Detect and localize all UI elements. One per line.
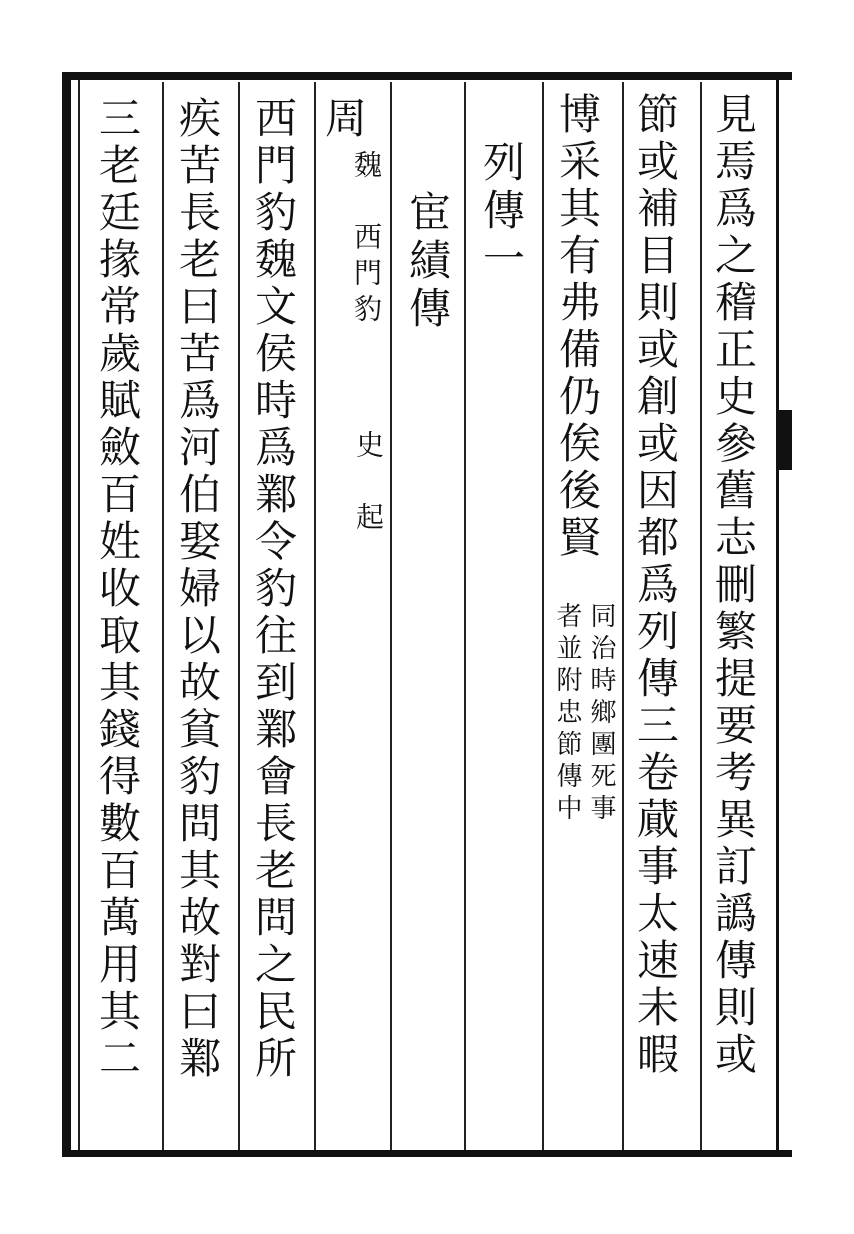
text-column-8: 疾苦長老曰苦爲河伯娶婦以故貧豹問其故對曰鄴 bbox=[173, 96, 222, 1083]
text-column-2: 節或補目則或創或因都爲列傳三卷蕆事太速未暇 bbox=[631, 92, 680, 1079]
column-rule bbox=[314, 82, 316, 1150]
column-rule bbox=[238, 82, 240, 1150]
person-list-line-2: 史 起 bbox=[352, 430, 385, 538]
fold-fishtail-mark bbox=[779, 410, 792, 470]
column-rule bbox=[390, 82, 392, 1150]
text-column-1: 見焉爲之稽正史參舊志刪繁提要考異訂譌傳則或 bbox=[709, 92, 758, 1079]
annotation-line-2: 者並附忠節傳中 bbox=[552, 602, 582, 826]
section-title: 宦績傳 bbox=[403, 190, 452, 334]
frame-top-border bbox=[62, 72, 792, 80]
dynasty-heading: 周 bbox=[319, 96, 368, 143]
annotation-line-1: 同治時鄉團死事 bbox=[586, 602, 616, 826]
column-rule bbox=[700, 82, 702, 1150]
fold-line bbox=[776, 80, 779, 1150]
person-list-line-1: 魏 西門豹 bbox=[350, 150, 383, 330]
column-rule bbox=[464, 82, 466, 1150]
frame-bottom-border bbox=[62, 1150, 792, 1157]
page-fold-edge bbox=[776, 80, 792, 1150]
column-rule bbox=[622, 82, 624, 1150]
column-rule bbox=[162, 82, 164, 1150]
text-column-7: 西門豹魏文侯時爲鄴令豹往到鄴會長老問之民所 bbox=[249, 96, 298, 1083]
text-column-3: 博采其有弗備仍俟後賢 bbox=[553, 92, 602, 562]
column-rule bbox=[542, 82, 544, 1150]
frame-left-inner-line bbox=[78, 80, 80, 1150]
text-column-9: 三老廷掾常歲賦斂百姓收取其錢得數百萬用其二 bbox=[93, 96, 142, 1083]
chapter-title: 列傳一 bbox=[477, 140, 526, 284]
frame-left-border bbox=[62, 72, 71, 1157]
